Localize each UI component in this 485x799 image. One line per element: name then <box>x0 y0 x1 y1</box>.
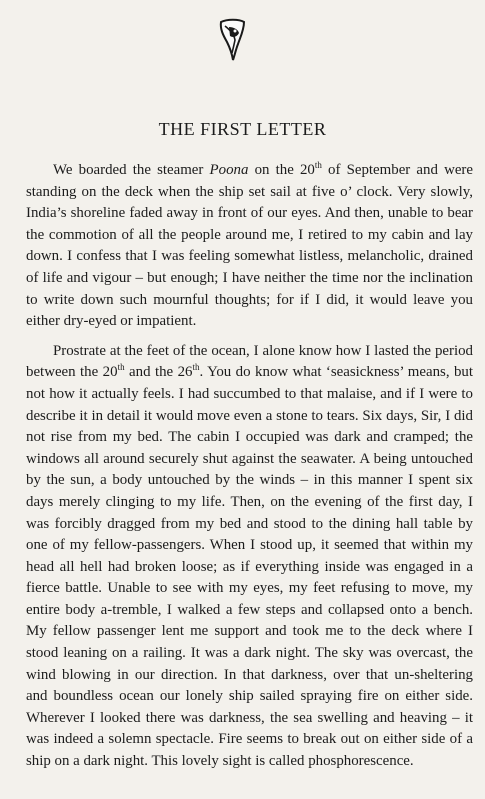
letter-body <box>26 160 473 781</box>
feather-emblem-icon <box>217 18 247 62</box>
paragraph-2: Prostrate at the feet of the ocean, I alone know how I lasted the period between the 20th and the 26th. You do know what ‘seasickness’ means, but not how it actually feels. I had succumbed to that malaise, and if I were to describe it in detail it would move even a stone to tears. Six days, Sir, I did not rise from my bed. The cabin I occupied was dark and cramped; the windows all around securely shut against the seawater. A being untouched by the sun, a body untouched by the winds – in this manner I spent six days merely clinging to my life. Then, on the evening of the first day, I was forcibly dragged from my bed and stood to the dining hall table by one of my fellow-passengers. When I stood up, it seemed that within my head all hell had broken loose; as if everything inside was engaged in a fierce battle. Unable to see with my eyes, my feet refusing to move, my entire body a-tremble, I walked a few steps and collapsed onto a bench. My fellow passenger lent me support and took me to the deck where I stood leaning on a railing. It was a dark night. The sky was overcast, the wind blowing in our direction. In that darkness, over that un-sheltering and boundless ocean our lonely ship sailed spraying fire on either side. Wherever I looked there was darkness, the sea swelling and heaving – it was indeed a solemn spectacle. Fire seems to break out on either side of a ship on a dark night. This lovely sight is called phosphorescence. <box>26 342 474 770</box>
chapter-title: THE FIRST LETTER <box>158 119 327 139</box>
ship-name: Poona <box>209 162 249 178</box>
paragraph-1: We boarded the steamer Poona on the 20th of September and were standing on the deck when the ship set sail at five o’ clock. Very slowly, India’s shoreline faded away in front of our eyes. And then, unable to bear the commotion of all the people around me, I retired to my cabin and lay down. I confess that I was feeling somewhat listless, melancholic, drained of life and vigour – but enough; I have neither the time nor the inclination to write down such mournful thoughts; for if I did, it would leave you either dry-eyed or impatient. <box>26 160 473 330</box>
